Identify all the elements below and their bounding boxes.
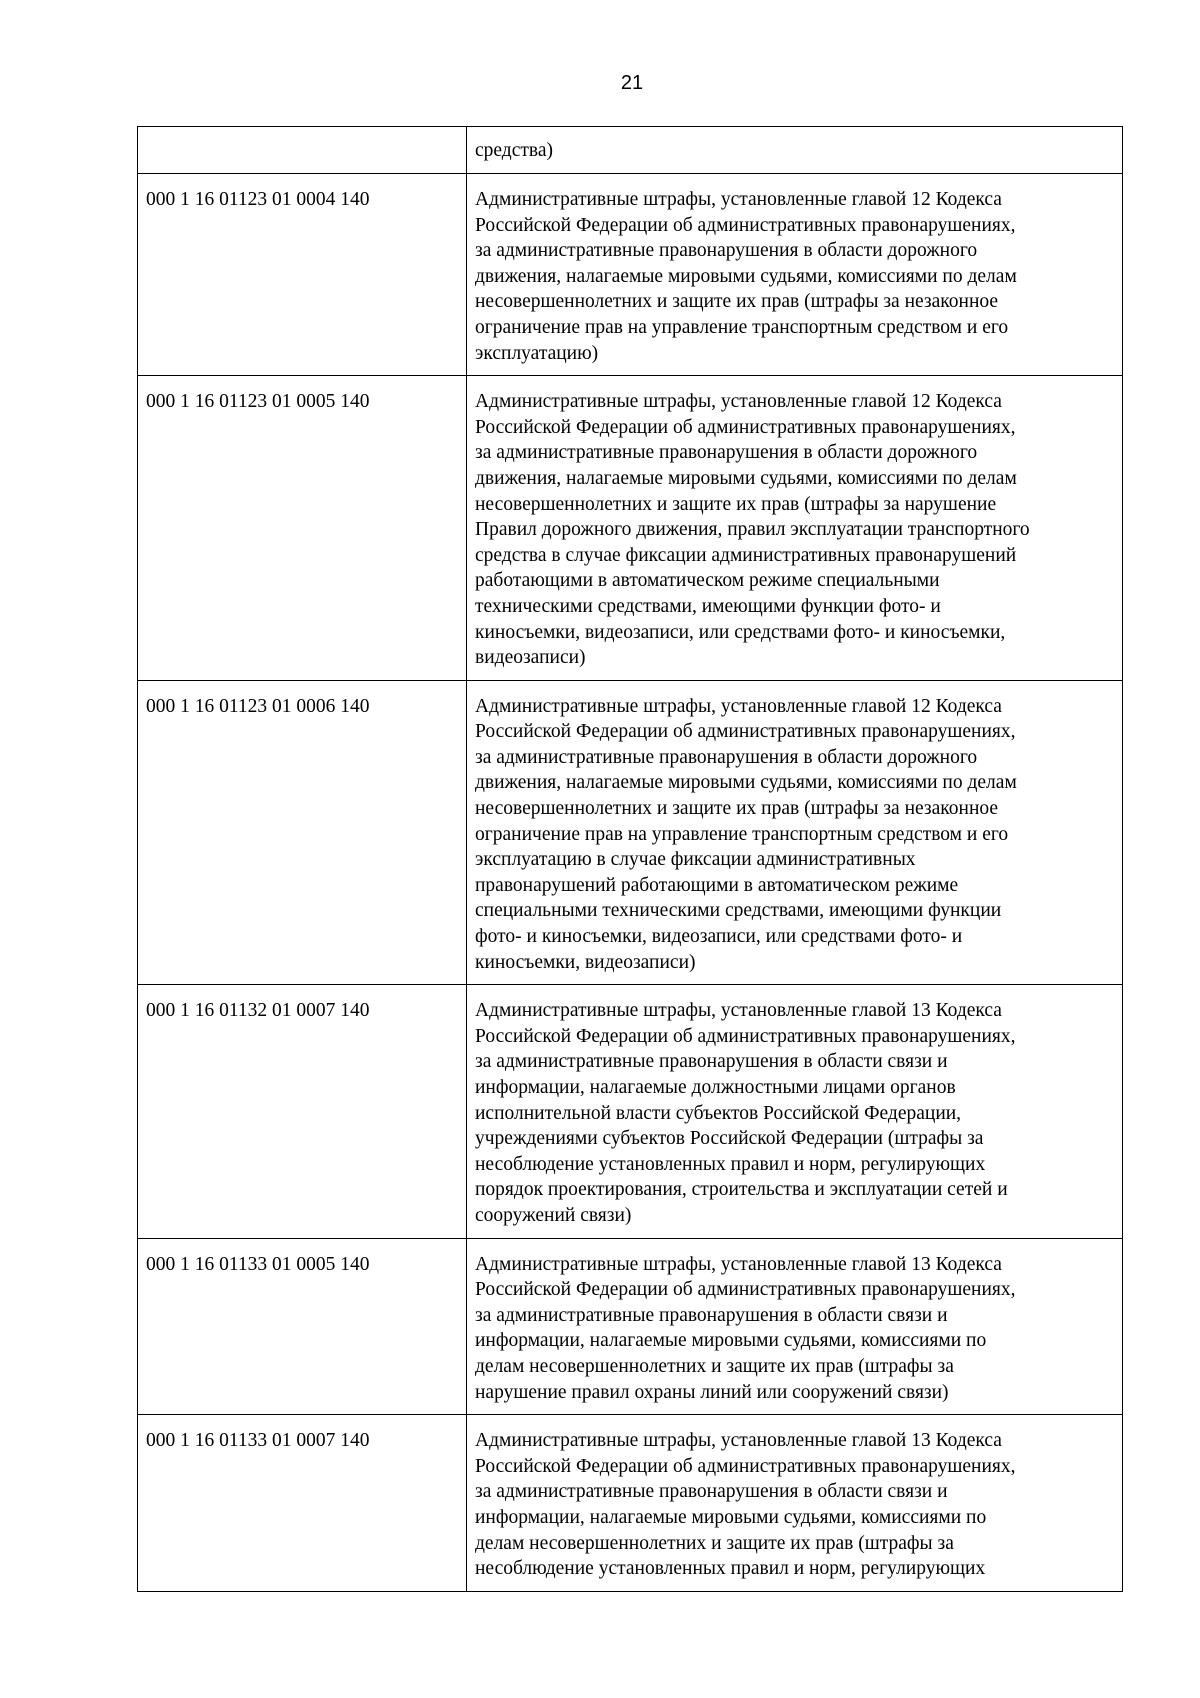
page-number: 21 (620, 72, 644, 94)
code-cell: 000 1 16 01133 01 0005 140 (138, 1238, 467, 1415)
code-cell: 000 1 16 01133 01 0007 140 (138, 1415, 467, 1592)
table-row (138, 174, 1123, 376)
description-cell: Административные штрафы, установленные главой 13 Кодекса Российской Федерации об административных правонарушениях, за административные правонарушения в области связи и информации, налагаемые мировыми судьями, комиссиями по делам несовершеннолетних и защите их прав (штрафы за несоблюдение установленных правил и норм, регулирующих (467, 1415, 1123, 1592)
description-cell: средства) (467, 127, 1123, 174)
table-row (138, 680, 1123, 985)
table-row (138, 376, 1123, 681)
description-cell: Административные штрафы, установленные главой 12 Кодекса Российской Федерации об административных правонарушениях, за административные правонарушения в области дорожного движения, налагаемые мировыми судьями, комиссиями по делам несовершеннолетних и защите их прав (штрафы за незаконное ограничение прав на управление транспортным средством и его эксплуатацию) (467, 174, 1123, 376)
description-cell: Административные штрафы, установленные главой 13 Кодекса Российской Федерации об административных правонарушениях, за административные правонарушения в области связи и информации, налагаемые мировыми судьями, комиссиями по делам несовершеннолетних и защите их прав (штрафы за нарушение правил охраны линий или сооружений связи) (467, 1238, 1123, 1415)
code-cell: 000 1 16 01123 01 0004 140 (138, 174, 467, 376)
code-cell (138, 127, 467, 174)
budget-codes-table (137, 126, 1123, 1592)
table-row (138, 1238, 1123, 1415)
code-cell: 000 1 16 01123 01 0006 140 (138, 680, 467, 985)
description-cell: Административные штрафы, установленные главой 12 Кодекса Российской Федерации об административных правонарушениях, за административные правонарушения в области дорожного движения, налагаемые мировыми судьями, комиссиями по делам несовершеннолетних и защите их прав (штрафы за нарушение Правил дорожного движения, правил эксплуатации транспортного средства в случае фиксации административных правонарушений работающими в автоматическом режиме специальными техническими средствами, имеющими функции фото- и киносъемки, видеозаписи, или средствами фото- и киносъемки, видеозаписи) (467, 376, 1123, 681)
code-cell: 000 1 16 01123 01 0005 140 (138, 376, 467, 681)
table-row (138, 1415, 1123, 1592)
table-row (138, 127, 1123, 174)
code-cell: 000 1 16 01132 01 0007 140 (138, 985, 467, 1238)
table-row (138, 985, 1123, 1238)
description-cell: Административные штрафы, установленные главой 13 Кодекса Российской Федерации об административных правонарушениях, за административные правонарушения в области связи и информации, налагаемые должностными лицами органов исполнительной власти субъектов Российской Федерации, учреждениями субъектов Российской Федерации (штрафы за несоблюдение установленных правил и норм, регулирующих порядок проектирования, строительства и эксплуатации сетей и сооружений связи) (467, 985, 1123, 1238)
description-cell: Административные штрафы, установленные главой 12 Кодекса Российской Федерации об административных правонарушениях, за административные правонарушения в области дорожного движения, налагаемые мировыми судьями, комиссиями по делам несовершеннолетних и защите их прав (штрафы за незаконное ограничение прав на управление транспортным средством и его эксплуатацию в случае фиксации административных правонарушений работающими в автоматическом режиме специальными техническими средствами, имеющими функции фото- и киносъемки, видеозаписи, или средствами фото- и киносъемки, видеозаписи) (467, 680, 1123, 985)
